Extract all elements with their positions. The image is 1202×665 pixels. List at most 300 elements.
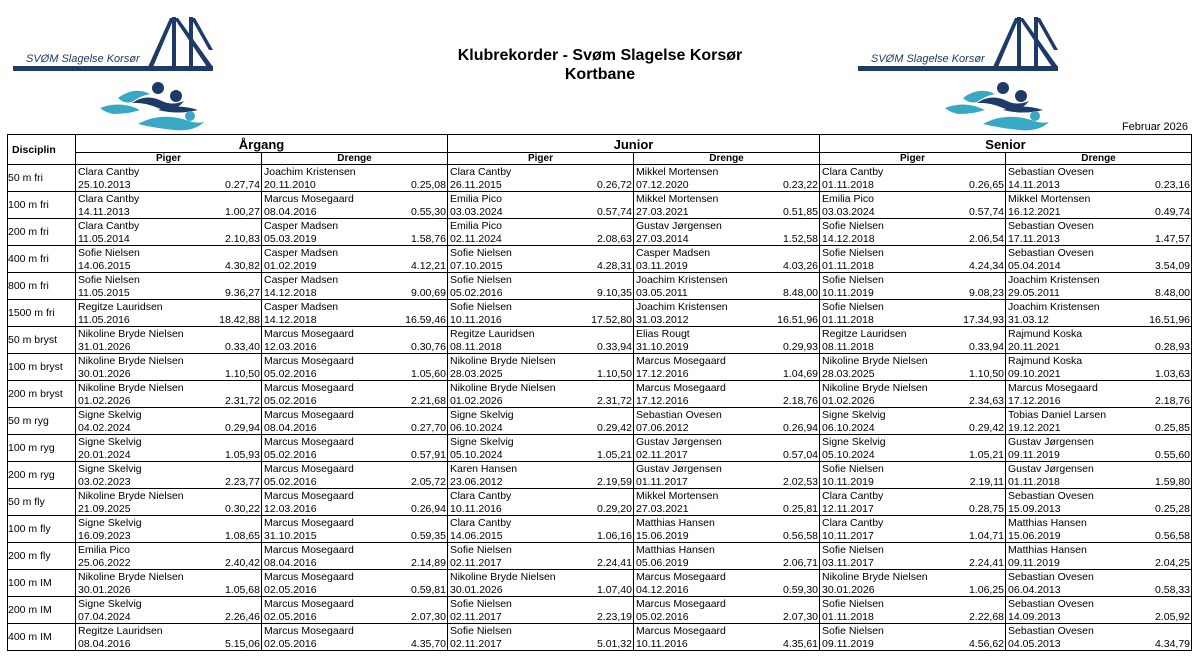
- record-time: 1.04,69: [782, 368, 819, 380]
- record-date: 03.11.2017: [822, 557, 874, 569]
- record-date: 06.04.2013: [1008, 584, 1061, 596]
- record-holder-name: Matthias Hansen: [636, 517, 715, 529]
- record-date: 30.01.2026: [78, 368, 131, 380]
- record-date: 01.11.2017: [636, 476, 688, 488]
- record-date: 19.12.2021: [1008, 422, 1061, 434]
- record-cell: [262, 489, 448, 516]
- record-time: 0.51,85: [782, 206, 819, 218]
- record-time: 1.00,27: [224, 206, 260, 218]
- record-cell: [820, 597, 1006, 624]
- record-holder-name: Matthias Hansen: [636, 544, 715, 556]
- record-date: 20.11.2021: [1008, 341, 1060, 353]
- record-cell: [76, 543, 262, 570]
- record-cell: [262, 273, 448, 300]
- record-date: 05.02.2016: [636, 611, 689, 623]
- record-holder-name: Clara Cantby: [450, 490, 512, 502]
- record-cell: [820, 327, 1006, 354]
- record-holder-name: Emilia Pico: [822, 193, 874, 205]
- record-cell: [634, 327, 820, 354]
- record-date: 05.10.2024: [450, 449, 503, 461]
- record-holder-name: Rajmund Koska: [1008, 355, 1083, 367]
- subheader-drenge: Drenge: [1006, 153, 1192, 165]
- record-date: 20.01.2024: [78, 449, 131, 461]
- record-cell: [448, 543, 634, 570]
- record-cell: [262, 354, 448, 381]
- record-cell: [820, 408, 1006, 435]
- record-holder-name: Emilia Pico: [450, 220, 502, 232]
- record-holder-name: Signe Skelvig: [78, 517, 142, 529]
- record-holder-name: Matthias Hansen: [1008, 517, 1087, 529]
- record-time: 2.07,30: [782, 611, 819, 623]
- record-date: 17.11.2013: [1008, 233, 1060, 245]
- record-date: 02.11.2017: [450, 611, 502, 623]
- table-row: [8, 435, 1192, 462]
- record-holder-name: Signe Skelvig: [450, 409, 514, 421]
- record-time: 0.28,75: [968, 503, 1005, 515]
- record-time: 4.28,31: [596, 260, 632, 272]
- record-date: 05.02.2016: [264, 476, 317, 488]
- record-date: 17.12.2016: [636, 368, 689, 380]
- record-time: 2.07,30: [410, 611, 446, 623]
- record-cell: [448, 462, 634, 489]
- record-time: 0.25,28: [1154, 503, 1191, 515]
- record-date: 05.02.2016: [450, 287, 503, 299]
- record-date: 05.10.2024: [822, 449, 875, 461]
- record-cell: [262, 381, 448, 408]
- record-cell: [448, 300, 634, 327]
- record-cell: [448, 597, 634, 624]
- record-cell: [1006, 489, 1192, 516]
- record-holder-name: Sebastian Ovesen: [1008, 220, 1094, 232]
- record-date: 16.09.2023: [78, 530, 131, 542]
- record-time: 2.10,83: [224, 233, 260, 245]
- record-cell: [448, 219, 634, 246]
- record-date: 10.11.2016: [450, 314, 502, 326]
- record-time: 1.10,50: [224, 368, 260, 380]
- record-time: 5.15,06: [224, 638, 260, 650]
- record-cell: [1006, 408, 1192, 435]
- record-cell: [1006, 516, 1192, 543]
- record-holder-name: Regitze Lauridsen: [78, 625, 163, 637]
- record-holder-name: Marcus Mosegaard: [636, 382, 726, 394]
- record-time: 0.33,94: [596, 341, 632, 353]
- record-cell: [634, 219, 820, 246]
- record-date: 14.11.2013: [78, 206, 130, 218]
- record-time: 2.31,72: [596, 395, 632, 407]
- table-row: [8, 489, 1192, 516]
- record-time: 2.02,53: [782, 476, 819, 488]
- record-holder-name: Marcus Mosegaard: [636, 625, 726, 637]
- record-date: 01.02.2026: [78, 395, 131, 407]
- record-date: 17.12.2016: [636, 395, 689, 407]
- record-holder-name: Joachim Kristensen: [1008, 274, 1100, 286]
- record-time: 0.59,81: [410, 584, 446, 596]
- record-time: 1.04,71: [968, 530, 1005, 542]
- record-time: 0.26,94: [410, 503, 446, 515]
- record-cell: [634, 273, 820, 300]
- record-cell: [76, 597, 262, 624]
- record-cell: [76, 354, 262, 381]
- record-time: 0.29,94: [224, 422, 260, 434]
- record-time: 1.03,63: [1154, 368, 1191, 380]
- record-time: 2.21,68: [410, 395, 446, 407]
- record-cell: [820, 300, 1006, 327]
- record-time: 8.48,00: [782, 287, 819, 299]
- record-holder-name: Sofie Nielsen: [450, 544, 512, 556]
- record-cell: [634, 516, 820, 543]
- record-date: 14.11.2013: [1008, 179, 1060, 191]
- record-time: 4.30,82: [224, 260, 260, 272]
- record-date: 02.11.2017: [450, 638, 502, 650]
- record-date: 02.05.2016: [264, 584, 317, 596]
- record-cell: [448, 516, 634, 543]
- record-date: 07.04.2024: [78, 611, 131, 623]
- record-date: 17.12.2016: [1008, 395, 1061, 407]
- record-holder-name: Clara Cantby: [78, 193, 140, 205]
- record-date: 10.11.2019: [822, 287, 874, 299]
- record-date: 23.06.2012: [450, 476, 503, 488]
- record-date: 06.10.2024: [822, 422, 875, 434]
- record-time: 2.24,41: [596, 557, 632, 569]
- record-time: 4.56,62: [968, 638, 1005, 650]
- record-holder-name: Mikkel Mortensen: [1008, 193, 1091, 205]
- group-header-junior: Junior: [448, 135, 820, 153]
- table-row: [8, 300, 1192, 327]
- table-row: [8, 597, 1192, 624]
- record-cell: [820, 192, 1006, 219]
- record-date: 31.03.2012: [636, 314, 689, 326]
- record-date: 27.03.2021: [636, 206, 689, 218]
- record-time: 9.36,27: [224, 287, 260, 299]
- record-holder-name: Sofie Nielsen: [822, 247, 884, 259]
- record-date: 01.02.2026: [822, 395, 875, 407]
- record-cell: [820, 219, 1006, 246]
- record-time: 0.26,65: [968, 179, 1005, 191]
- record-date: 01.11.2018: [1008, 476, 1060, 488]
- page-title: [370, 46, 830, 84]
- record-holder-name: Sofie Nielsen: [78, 247, 140, 259]
- record-cell: [820, 273, 1006, 300]
- record-holder-name: Gustav Jørgensen: [636, 220, 722, 232]
- discipline-name: 50 m fly: [8, 489, 76, 516]
- record-date: 31.01.2026: [78, 341, 131, 353]
- record-date: 03.11.2019: [636, 260, 688, 272]
- record-time: 2.06,71: [782, 557, 819, 569]
- discipline-name: 800 m fri: [8, 273, 76, 300]
- record-holder-name: Signe Skelvig: [78, 409, 142, 421]
- record-time: 0.25,81: [782, 503, 819, 515]
- record-time: 1.47,57: [1154, 233, 1191, 245]
- record-holder-name: Marcus Mosegaard: [264, 382, 354, 394]
- record-holder-name: Marcus Mosegaard: [264, 544, 354, 556]
- record-holder-name: Sofie Nielsen: [822, 301, 884, 313]
- record-date: 11.05.2015: [78, 287, 130, 299]
- club-logo-right: [853, 10, 1063, 135]
- discipline-name: 200 m fri: [8, 219, 76, 246]
- record-cell: [76, 381, 262, 408]
- record-holder-name: Signe Skelvig: [450, 436, 514, 448]
- record-date: 31.10.2015: [264, 530, 317, 542]
- record-date: 14.12.2018: [264, 314, 317, 326]
- record-cell: [262, 435, 448, 462]
- record-date: 15.09.2013: [1008, 503, 1061, 515]
- table-row: [8, 327, 1192, 354]
- record-date: 05.03.2019: [264, 233, 317, 245]
- group-header-argang: Årgang: [76, 135, 448, 153]
- record-time: 1.05,93: [224, 449, 260, 461]
- record-holder-name: Clara Cantby: [822, 517, 884, 529]
- record-time: 0.25,08: [410, 179, 446, 191]
- record-holder-name: Gustav Jørgensen: [636, 436, 722, 448]
- record-cell: [1006, 192, 1192, 219]
- record-date: 14.09.2013: [1008, 611, 1061, 623]
- record-holder-name: Matthias Hansen: [1008, 544, 1087, 556]
- record-holder-name: Signe Skelvig: [78, 598, 142, 610]
- record-cell: [448, 327, 634, 354]
- record-time: 4.35,61: [782, 638, 819, 650]
- record-time: 0.57,74: [968, 206, 1005, 218]
- subheader-drenge: Drenge: [634, 153, 820, 165]
- record-cell: [634, 462, 820, 489]
- record-holder-name: Nikoline Bryde Nielsen: [450, 382, 556, 394]
- record-holder-name: Marcus Mosegaard: [636, 355, 726, 367]
- record-date: 10.11.2017: [822, 530, 874, 542]
- record-date: 08.11.2018: [450, 341, 502, 353]
- table-row: [8, 381, 1192, 408]
- record-time: 4.12,21: [410, 260, 446, 272]
- record-holder-name: Nikoline Bryde Nielsen: [78, 382, 184, 394]
- discipline-name: 50 m ryg: [8, 408, 76, 435]
- record-date: 01.11.2018: [822, 611, 874, 623]
- record-holder-name: Gustav Jørgensen: [1008, 463, 1094, 475]
- record-holder-name: Marcus Mosegaard: [264, 193, 354, 205]
- record-date: 07.12.2020: [636, 179, 689, 191]
- table-row: [8, 246, 1192, 273]
- record-time: 0.25,85: [1154, 422, 1191, 434]
- record-cell: [448, 192, 634, 219]
- record-time: 0.57,91: [410, 449, 446, 461]
- record-time: 1.08,65: [224, 530, 260, 542]
- record-cell: [262, 408, 448, 435]
- record-date: 07.10.2015: [450, 260, 503, 272]
- record-cell: [448, 570, 634, 597]
- record-date: 01.02.2026: [450, 395, 503, 407]
- record-holder-name: Sebastian Ovesen: [636, 409, 722, 421]
- record-holder-name: Marcus Mosegaard: [264, 625, 354, 637]
- record-date: 12.03.2016: [264, 503, 317, 515]
- record-date: 15.06.2019: [636, 530, 689, 542]
- record-holder-name: Sebastian Ovesen: [1008, 571, 1094, 583]
- record-holder-name: Mikkel Mortensen: [636, 166, 719, 178]
- record-date: 30.01.2026: [450, 584, 503, 596]
- record-date: 11.05.2014: [78, 233, 130, 245]
- record-date: 08.04.2016: [264, 557, 317, 569]
- record-time: 0.33,94: [968, 341, 1005, 353]
- record-holder-name: Marcus Mosegaard: [264, 355, 354, 367]
- record-time: 1.58,76: [410, 233, 446, 245]
- record-date: 03.05.2011: [636, 287, 688, 299]
- record-time: 0.29,42: [596, 422, 632, 434]
- record-time: 1.59,80: [1154, 476, 1191, 488]
- record-date: 05.02.2016: [264, 368, 317, 380]
- record-date: 01.11.2018: [822, 179, 874, 191]
- record-cell: [448, 435, 634, 462]
- table-row: [8, 570, 1192, 597]
- record-cell: [448, 624, 634, 651]
- group-header-row: [8, 135, 1192, 153]
- discipline-name: 100 m IM: [8, 570, 76, 597]
- record-holder-name: Sebastian Ovesen: [1008, 166, 1094, 178]
- record-cell: [262, 570, 448, 597]
- record-time: 4.34,79: [1154, 638, 1191, 650]
- record-time: 0.56,58: [1154, 530, 1191, 542]
- record-date: 15.06.2019: [1008, 530, 1061, 542]
- record-date: 14.12.2018: [264, 287, 317, 299]
- record-cell: [76, 300, 262, 327]
- report-date: Februar 2026: [1121, 121, 1188, 133]
- record-holder-name: Clara Cantby: [78, 220, 140, 232]
- record-holder-name: Mikkel Mortensen: [636, 193, 719, 205]
- record-holder-name: Marcus Mosegaard: [636, 598, 726, 610]
- record-date: 21.09.2025: [78, 503, 131, 515]
- discipline-name: 50 m bryst: [8, 327, 76, 354]
- record-holder-name: Casper Madsen: [264, 220, 339, 232]
- record-holder-name: Joachim Kristensen: [264, 166, 356, 178]
- record-cell: [634, 543, 820, 570]
- record-cell: [262, 192, 448, 219]
- record-time: 2.06,54: [968, 233, 1005, 245]
- record-cell: [1006, 354, 1192, 381]
- record-time: 0.23,16: [1154, 179, 1191, 191]
- record-cell: [1006, 327, 1192, 354]
- record-time: 8.48,00: [1154, 287, 1191, 299]
- discipline-name: 100 m ryg: [8, 435, 76, 462]
- record-time: 1.06,25: [968, 584, 1005, 596]
- record-holder-name: Rajmund Koska: [1008, 328, 1083, 340]
- record-holder-name: Nikoline Bryde Nielsen: [78, 355, 184, 367]
- record-holder-name: Casper Madsen: [264, 247, 339, 259]
- record-holder-name: Marcus Mosegaard: [264, 598, 354, 610]
- record-holder-name: Clara Cantby: [78, 166, 140, 178]
- record-date: 06.10.2024: [450, 422, 503, 434]
- subheader-drenge: Drenge: [262, 153, 448, 165]
- record-holder-name: Marcus Mosegaard: [264, 463, 354, 475]
- table-row: [8, 354, 1192, 381]
- record-holder-name: Marcus Mosegaard: [636, 571, 726, 583]
- record-cell: [76, 462, 262, 489]
- record-date: 02.11.2024: [450, 233, 502, 245]
- record-time: 2.18,76: [1154, 395, 1191, 407]
- record-date: 10.11.2016: [450, 503, 502, 515]
- record-cell: [262, 597, 448, 624]
- record-date: 03.03.2024: [450, 206, 503, 218]
- record-date: 04.02.2024: [78, 422, 131, 434]
- record-holder-name: Marcus Mosegaard: [264, 409, 354, 421]
- record-date: 14.12.2018: [822, 233, 875, 245]
- record-cell: [448, 408, 634, 435]
- record-time: 0.57,74: [596, 206, 632, 218]
- record-time: 2.19,59: [596, 476, 632, 488]
- record-time: 2.23,19: [596, 611, 632, 623]
- record-holder-name: Clara Cantby: [822, 166, 884, 178]
- title-line-2: Kortbane: [564, 66, 636, 83]
- record-cell: [76, 624, 262, 651]
- record-date: 27.03.2014: [636, 233, 689, 245]
- record-date: 01.02.2019: [264, 260, 317, 272]
- record-date: 05.02.2016: [264, 395, 317, 407]
- record-date: 04.12.2016: [636, 584, 689, 596]
- record-holder-name: Marcus Mosegaard: [264, 571, 354, 583]
- table-row: [8, 408, 1192, 435]
- record-holder-name: Nikoline Bryde Nielsen: [78, 328, 184, 340]
- record-cell: [634, 192, 820, 219]
- record-holder-name: Nikoline Bryde Nielsen: [78, 571, 184, 583]
- table-row: [8, 624, 1192, 651]
- record-cell: [448, 273, 634, 300]
- record-cell: [1006, 543, 1192, 570]
- record-date: 10.11.2019: [822, 476, 874, 488]
- record-time: 3.54,09: [1154, 260, 1191, 272]
- record-date: 28.03.2025: [450, 368, 503, 380]
- record-holder-name: Casper Madsen: [636, 247, 711, 259]
- record-cell: [76, 219, 262, 246]
- record-holder-name: Regitze Lauridsen: [822, 328, 907, 340]
- record-holder-name: Sofie Nielsen: [450, 625, 512, 637]
- record-holder-name: Sofie Nielsen: [78, 274, 140, 286]
- record-cell: [820, 435, 1006, 462]
- record-holder-name: Joachim Kristensen: [636, 274, 728, 286]
- discipline-name: 100 m bryst: [8, 354, 76, 381]
- record-time: 1.05,60: [410, 368, 446, 380]
- record-time: 16.59,46: [405, 314, 446, 326]
- discipline-name: 200 m bryst: [8, 381, 76, 408]
- record-cell: [820, 462, 1006, 489]
- record-holder-name: Clara Cantby: [822, 490, 884, 502]
- record-time: 2.34,63: [968, 395, 1005, 407]
- table-row: [8, 273, 1192, 300]
- record-time: 2.05,92: [1154, 611, 1191, 623]
- record-time: 0.23,22: [782, 179, 819, 191]
- record-date: 28.03.2025: [822, 368, 875, 380]
- record-cell: [1006, 570, 1192, 597]
- record-holder-name: Nikoline Bryde Nielsen: [822, 571, 928, 583]
- record-date: 11.05.2016: [78, 314, 130, 326]
- record-cell: [262, 327, 448, 354]
- record-time: 2.26,46: [224, 611, 260, 623]
- table-row: [8, 516, 1192, 543]
- records-table: [7, 134, 1192, 651]
- record-holder-name: Tobias Daniel Larsen: [1008, 409, 1107, 421]
- record-date: 04.05.2013: [1008, 638, 1061, 650]
- record-date: 07.06.2012: [636, 422, 689, 434]
- record-time: 18.42,88: [219, 314, 260, 326]
- record-cell: [76, 273, 262, 300]
- record-date: 02.05.2016: [264, 611, 317, 623]
- record-cell: [1006, 381, 1192, 408]
- record-date: 12.03.2016: [264, 341, 317, 353]
- record-holder-name: Sebastian Ovesen: [1008, 490, 1094, 502]
- record-holder-name: Sofie Nielsen: [822, 598, 884, 610]
- record-holder-name: Joachim Kristensen: [636, 301, 728, 313]
- record-holder-name: Nikoline Bryde Nielsen: [78, 490, 184, 502]
- record-cell: [1006, 165, 1192, 192]
- record-time: 16.51,96: [777, 314, 819, 326]
- record-holder-name: Marcus Mosegaard: [264, 517, 354, 529]
- table-row: [8, 165, 1192, 192]
- record-holder-name: Emilia Pico: [450, 193, 502, 205]
- record-cell: [1006, 246, 1192, 273]
- record-date: 31.03.12: [1008, 314, 1049, 326]
